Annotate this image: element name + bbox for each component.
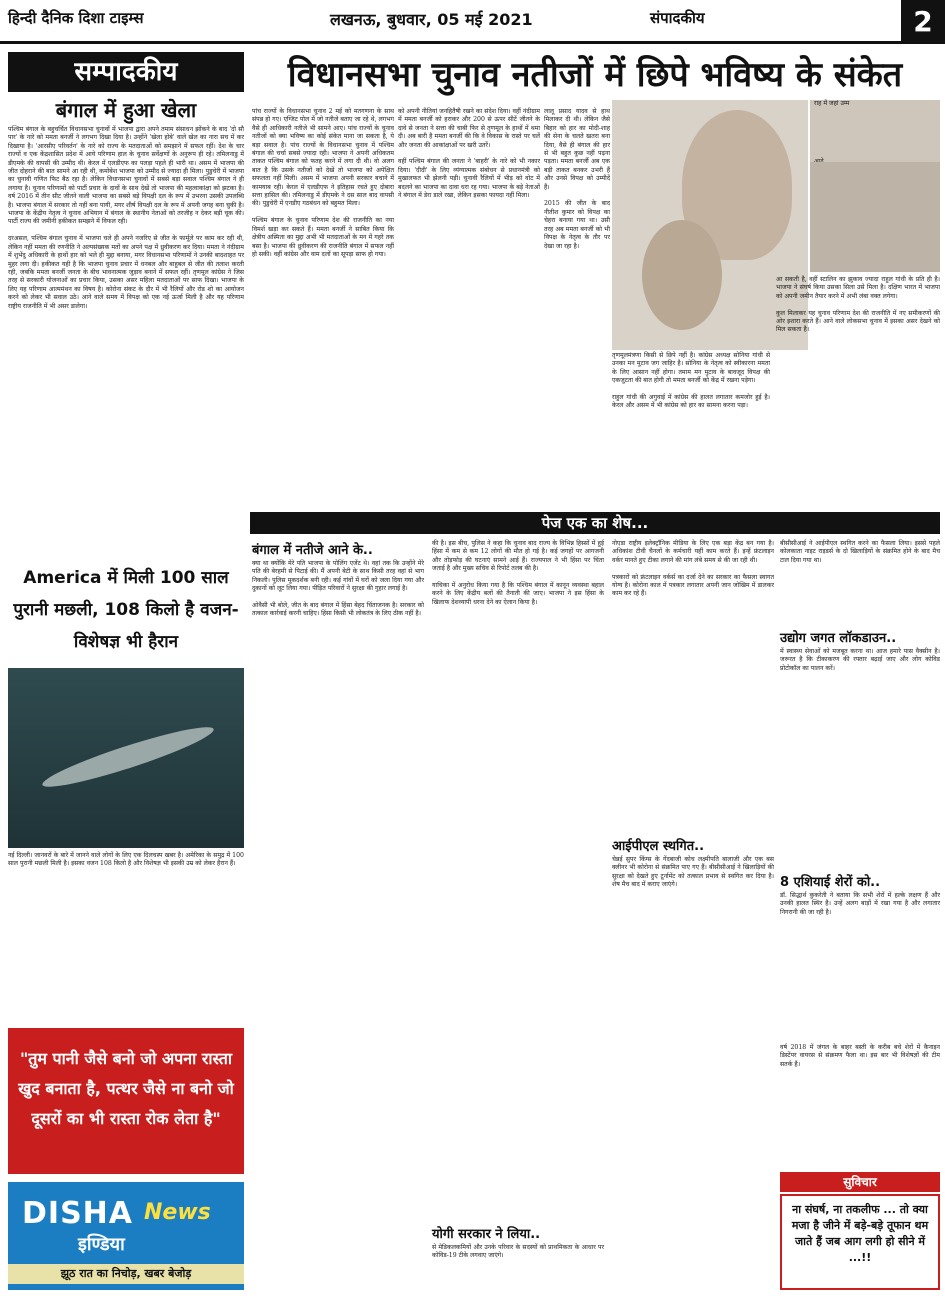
- logo-line2: News: [144, 1200, 211, 1225]
- logo-line1: DISHA: [22, 1196, 133, 1231]
- cont-mid-subhead: योगी सरकार ने लिया..: [432, 1227, 541, 1242]
- cont-far-subbody2b: वर्ष 2018 में जंगल के बाहर बस्ती के करीब बचे शेरों में कैनाइन डिस्टेंपर वायरस से संक्रमण फैला था। इस बार भी विशेषज्ञों की टीम सतर्क है।: [780, 1044, 942, 1068]
- logo-tagline: झूठ रात का निचोड़, खबर बेजोड़: [8, 1264, 244, 1284]
- logo-line3: इण्डिया: [78, 1234, 125, 1255]
- cont-left-title: बंगाल में नतीजे आने के..: [252, 543, 373, 558]
- editorial-body: पश्चिम बंगाल के बहुचर्चित विधानसभा चुनावों में भाजपा द्वारा अपने तमाम संसाधन झोंकने के बाद 'दो सौ पार' के नारे को ममता बनर्जी ने लगभग दिखा दिया है। उन्होंने 'खेला होबे' वाले खेल का नारा सच में कर दिखाया है। 'आरसीए परिवर्तन' के नारे को राज्य के मतदाताओं को समझाने में सफल रहीं। देश के चार राज्यों व एक केंद्रशासित प्रदेश में आये परिणाम हाल के चुनाव सर्वेक्षणों के अनुरूप ही रहे। तमिलनाडु में डीएमके की वापसी की उम्मीद थी। केरल में एलडीएफ का पलड़ा पहले ही भारी था। असम में भाजपा की जीत दोहराने की बात सामने आ रही थी, कमोबेश भाजपा को उम्मीद से ज्यादा ही मिला। पुडुचेरी में भाजपा का चुनावी गणित फिट बैठ रहा है। लेकिन विधानसभा चुनावों में सबसे बड़ा सवाल पश्चिम बंगाल ने ही लगाया है। चुनाव परिणामों को पार्टी प्रचार के दावों के साथ देखें तो भाजपा की महत्वाकांक्षा को झटका है। वर्ष 2016 में तीन सीट जीतने वाली भाजपा का सबसे बड़े विपक्षी दल के रूप में उभरना उसकी उपलब्धि है। भाजपा बंगाल में सरकार तो नहीं बना पायी, मगर शीर्ष विपक्षी दल के रूप में अपनी जगह बना चुकी है। भाजपा के केंद्रीय नेतृत्व ने चुनाव अभियान में बंगाल के स्थानीय नेताओं को तरजीह न देकर बड़ी चूक की। पार्टी राज्य की जमीनी हकीकत समझने में विफल रही। दरअसल, पश्चिम बंगाल चुनाव में भाजपा चले ही अपने नजरिए से जीत के फार्मूले पर काम कर रही थी, लेकिन नहीं ममता की रणनीति ने अल्पसंख्यक मतों का अपने पक्ष में ध्रुवीकरण कर दिया। ममता ने नंदीग्राम में शुभेंदु अधिकारी के हाथों हार को भले ही मुद्दा बनाया, मगर विधानसभा परिणामों ने उनकी बादशाहत पर मुहर लगा दी। हकीकत यही है कि भाजपा चुनाव प्रचार में धनबल और बाहुबल से जीत की तलाश करती रही, जबकि ममता बनर्जी जनता के बीच भावनात्मक जुड़ाव बनाने में सफल रहीं। तृणमूल कांग्रेस ने जिस तरह से सरकारी योजनाओं का प्रचार किया, उसका असर महिला मतदाताओं पर साफ दिखा। भाजपा के लिए यह परिणाम आत्ममंथन का विषय है। कोरोना संकट के दौर में भी रैलियों और रोड शो का आयोजन करने को लेकर भी सवाल उठे। आने वाले समय में विपक्ष को एक नई ऊर्जा मिली है और यह परिणाम राष्ट्रीय राजनीति में भी असर डालेगा।: [8, 126, 244, 310]
- masthead: [0, 0, 945, 44]
- editorial-banner: सम्पादकीय: [8, 52, 244, 92]
- cont-mid-subbody: से मेडिकलकमियों और उनके परिवार के सदस्यों को प्राथमिकता के आधार पर कोविड-19 टीके लगवाए जाएंगे।: [432, 1244, 606, 1260]
- cont-right-subhead: आईपीएल स्थगित..: [612, 839, 705, 854]
- whale-caption: नई दिल्ली। जानवरों के बारे में जानने वाले लोगों के लिए एक दिलचस्प खबर है। अमेरिका के समुद्र में 100 साल पुरानी मछली मिली है। इसका वजन 108 किलो है और विशेषज्ञ भी इसकी उम्र को लेकर हैरान हैं।: [8, 852, 246, 868]
- suvichar-title: सुविचार: [780, 1172, 940, 1192]
- main-story-col2: को अपनी नीतियां जनहितैषी रखने का संदेश दिया। वहीं नंदीग्राम में ममता बनर्जी को हराकर और 200 से ऊपर सीटें जीतने के दावे से जनता ने सत्ता की चाबी फिर से तृणमूल के हाथों में थमा दी। अब बारी है ममता बनर्जी की कि वे विकास के रास्ते पर चलें और जनता की आकांक्षाओं पर खरी उतरें। वहीं पश्चिम बंगाल की जनता ने 'बाहरी' के नारे को भी नकार दिया। 'दीदी' के लिए व्यंग्यात्मक संबोधन से प्रधानमंत्री को मुखालफत भी झेलनी पड़ी। चुनावी रैलियों में भीड़ को वोट में बदलने का भाजपा का दावा धरा रह गया। भाजपा के बड़े नेताओं ने बंगाल में डेरा डाले रखा, लेकिन इसका फायदा नहीं मिला।: [398, 108, 540, 200]
- suvichar-text: ना संघर्ष, ना तकलीफ ... तो क्या मजा है जीने में बड़े-बड़े तूफान थम जाते हैं जब आग लगी हो सीने में ...!!: [780, 1194, 940, 1290]
- cont-far-subhead2: 8 एशियाई शेरों को..: [780, 875, 881, 890]
- section-name: संपादकीय: [650, 9, 705, 27]
- main-headline: विधानसभा चुनाव नतीजों में छिपे भविष्य के संकेत: [287, 55, 903, 95]
- dateline: लखनऊ, बुधवार, 05 मई 2021: [330, 10, 533, 29]
- cont-left-body: क्या था क्योंकि मेरे पति भाजपा के पोलिंग एजेंट थे। वहां तक कि उन्होंने मेरे पति की बेरहमी से पिटाई की। मैं अपनी बेटी के साथ किसी तरह वहां से भाग निकली। पुलिस मूकदर्शक बनी रही। कई गांवों में घरों को जला दिया गया और दुकानों को लूट लिया गया। पीड़ित परिवारों ने सुरक्षा की गुहार लगाई है। ओवैसी भी बोले, जीत के बाद बंगाल में हिंसा बेहद चिंताजनक है। सरकार को तत्काल कार्रवाई करनी चाहिए। हिंसा किसी भी लोकतंत्र के लिए ठीक नहीं है।: [252, 560, 424, 618]
- photo-caption-top: राह में जहां उम्म: [814, 100, 850, 107]
- cont-far-subbody2: डॉ. सिद्धार्थ कुकरेती ने बताया कि सभी शेरों में हल्के लक्षण हैं और उनकी हालत स्थिर है। उन्हें अलग बाड़ों में रखा गया है और लगातार निगरानी की जा रही है।: [780, 892, 942, 916]
- photo-face-2: [642, 220, 722, 330]
- cont-far-body: बीसीसीआई ने आईपीएल स्थगित करने का फैसला लिया। इससे पहले कोलकाता नाइट राइडर्स के दो खिलाड़ियों के संक्रमित होने के बाद मैच टाल दिया गया था।: [780, 540, 942, 564]
- paper-name: हिन्दी दैनिक दिशा टाइम्स: [8, 9, 144, 27]
- cont-right-body: नोएडा राष्ट्रीय इलेक्ट्रॉनिक मीडिया के लिए एक बड़ा केंद्र बन गया है। अधिकांश टीवी चैनलों के कर्मचारी यहीं काम करते हैं। इन्हें फ्रंटलाइन वर्कर मानते हुए टीका लगाने की मांग लंबे समय से की जा रही थी। पत्रकारों को फ्रंटलाइन वर्कर्स का दर्जा देने का सरकार का फैसला स्वागत योग्य है। कोरोना काल में पत्रकार लगातार अपनी जान जोखिम में डालकर काम कर रहे हैं।: [612, 540, 774, 598]
- cont-mid-body: की है। इस बीच, पुलिस ने कहा कि चुनाव बाद राज्य के विभिन्न हिस्सों में हुई हिंसा में कम से कम 12 लोगों की मौत हो गई है। कई जगहों पर आगजनी और तोड़फोड़ की घटनाएं सामने आई हैं। राज्यपाल ने भी हिंसा पर चिंता जताई है और मुख्य सचिव से रिपोर्ट तलब की है। याचिका में अनुरोध किया गया है कि पश्चिम बंगाल में कानून व्यवस्था बहाल करने के लिए केंद्रीय बलों की तैनाती की जाए। भाजपा ने इस हिंसा के खिलाफ देशव्यापी धरना देने का ऐलान किया है।: [432, 540, 604, 606]
- disha-news-logo: [8, 1182, 244, 1290]
- cont-far-subhead: उद्योग जगत लॉकडाउन..: [780, 631, 897, 646]
- main-story-col5: आ सकती है, वहीं स्टालिन का झुकाव ज्यादा राहुल गांधी के प्रति ही है। भाजपा ने संघर्ष किया उसका सिला उसे मिला है। दक्षिण भारत में भाजपा को अपनी जमीन तैयार करने में अभी लंबा वक्त लगेगा। कुल मिलाकर यह चुनाव परिणाम देश की राजनीति में नए समीकरणों की ओर इशारा करते हैं। आने वाले लोकसभा चुनाव में इसका असर देखने को मिल सकता है।: [776, 276, 940, 334]
- main-story-col3: लालू प्रसाद यादव से हाथ मिलाकर दी थी। लेकिन जैसे बिहार को हार का मोदी-शाह की सेना के चलते खतरा बना दिया, वैसे ही बंगाल की हार से भी बहुत कुछ नहीं पढ़ना पड़ता। ममता बनर्जी अब एक बड़ी ताकत बनकर उभरी हैं और उनसे विपक्ष को उम्मीदें हैं। 2015 की जीत के बाद नीतीश कुमार को विपक्ष का चेहरा बनाया गया था। उसी तरह अब ममता बनर्जी को भी विपक्ष के नेतृत्व के तौर पर देखा जा रहा है।: [544, 108, 610, 250]
- photo-right-2: [810, 162, 940, 272]
- quote-box: "तुम पानी जैसे बनो जो अपना रास्ता खुद बनाता है, पत्थर जैसे ना बनो जो दूसरों का भी रास्ता रोक लेता है": [8, 1028, 244, 1174]
- cont-right-subbody: चेन्नई सुपर किंग्स के गेंदबाजी कोच लक्ष्मीपति बालाजी और एक बस क्लीनर भी कोरोना से संक्रमित पाए गए हैं। बीसीसीआई ने खिलाड़ियों की सुरक्षा को देखते हुए टूर्नामेंट को तत्काल प्रभाव से स्थगित कर दिया है। शेष मैच बाद में कराए जाएंगे।: [612, 856, 776, 889]
- whale-photo: [8, 668, 244, 848]
- main-story-col1: पांच राज्यों के विधानसभा चुनाव 2 मई को मतगणना के साथ संपन्न हो गए। एग्जिट पोल में जो नतीजे बताए जा रहे थे, लगभग वैसे ही आधिकारी नतीजे भी सामने आए। पांच राज्यों के चुनाव नतीजों को क्या भविष्य का कोई संकेत माना जा सकता है, ये बड़ा सवाल है। पांच राज्यों के विधानसभा चुनाव में पश्चिम बंगाल की चर्चा सबसे ज्यादा रही। भाजपा ने अपनी अधिकतम ताकत पश्चिम बंगाल को फतह करने में लगा दी थी। वो अलग बात है कि उसके नतीजों को देखें तो भाजपा को अपेक्षित सफलता नहीं मिली। असम में भाजपा अपनी सरकार बचाने में कामयाब रही। केरल में एलडीएफ ने इतिहास रचते हुए दोबारा सत्ता हासिल की। तमिलनाडु में डीएमके ने दस साल बाद वापसी की। पुडुचेरी में एनडीए गठबंधन को बहुमत मिला। पश्चिम बंगाल के चुनाव परिणाम देश की राजनीति का नया विमर्श खड़ा कर सकते हैं। ममता बनर्जी ने साबित किया कि क्षेत्रीय अस्मिता का मुद्दा अभी भी मतदाताओं के मन में गहरे तक बसा है। भाजपा की ध्रुवीकरण की राजनीति बंगाल में सफल नहीं हो सकी। वहीं कांग्रेस और वाम दलों का सूपड़ा साफ हो गया।: [252, 108, 394, 258]
- main-story-col4: तृणमूलमंत्रणा किसी से छिपे नहीं है। कांग्रेस अध्यक्ष सोनिया गांधी से उनका मन मुटाव जग जाहिर है। सोनिया के नेतृत्व को स्वीकारना ममता के लिए आसान नहीं होगा। तमाम मन मुटाव के बावजूद विपक्ष की एकजुटता की बात होगी तो ममता बनर्जी को केंद्र में रखना पड़ेगा। राहुल गांधी की अगुवाई में कांग्रेस की हालत लगातार कमजोर हुई है। केरल और असम में भी कांग्रेस को हार का सामना करना पड़ा।: [612, 352, 770, 410]
- page-number: 2: [901, 0, 945, 44]
- whale-shape: [39, 719, 217, 796]
- editorial-title: बंगाल में हुआ खेला: [55, 98, 197, 122]
- cont-far-subbody: में स्वास्थ्य सेवाओं को मजबूत करना था। आज हमारे पास वैक्सीन है। जरूरत है कि टीकाकरण की रफ्तार बढ़ाई जाए और लोग कोविड प्रोटोकॉल का पालन करें।: [780, 648, 942, 672]
- continuation-strip: पेज एक का शेष...: [250, 512, 940, 534]
- whale-headline: America में मिली 100 साल पुरानी मछली, 108 किलो है वजन- विशेषज्ञ भी हैरान: [13, 568, 239, 652]
